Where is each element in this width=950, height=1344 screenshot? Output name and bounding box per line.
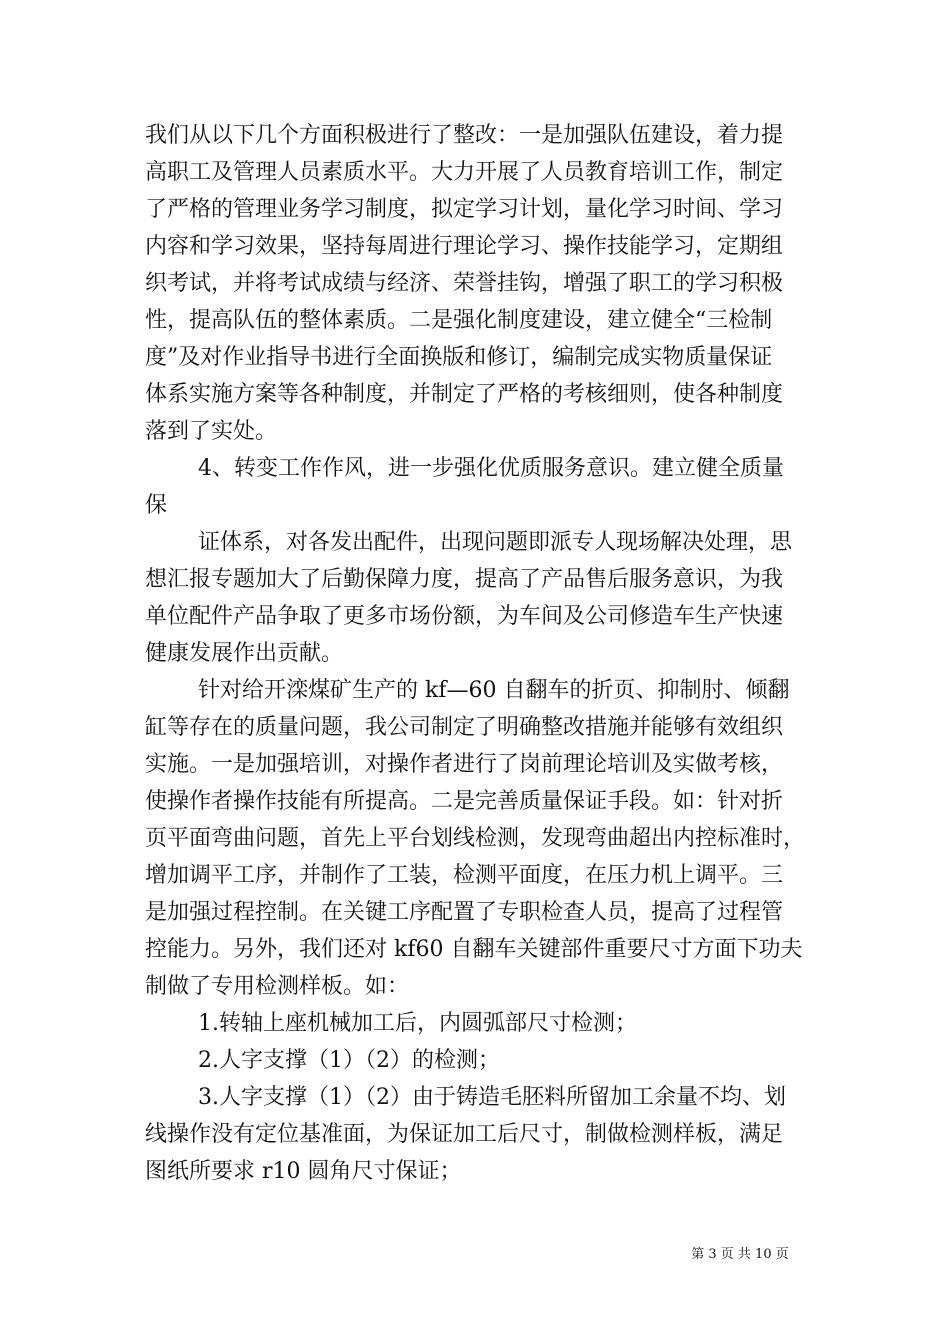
- text-line: 针对给开滦煤矿生产的 kf—60 自翻车的折页、抑制肘、倾翻: [198, 678, 790, 703]
- text-line: 了严格的管理业务学习制度，拟定学习计划，量化学习时间、学习: [145, 197, 784, 222]
- text-line: 证体系，对各发出配件，出现问题即派专人现场解决处理，思: [198, 530, 793, 555]
- text-line: 实施。一是加强培训，对操作者进行了岗前理论培训及实做考核，: [145, 752, 784, 777]
- text-line: 制做了专用检测样板。如：: [145, 974, 410, 999]
- text-line: 高职工及管理人员素质水平。大力开展了人员教育培训工作，制定: [145, 160, 784, 185]
- text-line: 落到了实处。: [145, 419, 278, 444]
- text-line: 织考试，并将考试成绩与经济、荣誉挂钩，增强了职工的学习积极: [145, 271, 784, 296]
- text-line: 线操作没有定位基准面，为保证加工后尺寸，制做检测样板，满足: [145, 1122, 784, 1147]
- text-line: 4、转变工作作风，进一步强化优质服务意识。建立健全质量: [198, 456, 784, 481]
- text-line: 使操作者操作技能有所提高。二是完善质量保证手段。如：针对折: [145, 789, 784, 814]
- text-line: 内容和学习效果，坚持每周进行理论学习、操作技能学习，定期组: [145, 234, 784, 259]
- text-line: 页平面弯曲问题，首先上平台划线检测，发现弯曲超出内控标准时，: [145, 826, 806, 851]
- list-item: 3.人字支撑（1）（2）由于铸造毛胚料所留加工余量不均、划: [198, 1085, 786, 1110]
- text-line: 控能力。另外，我们还对 kf60 自翻车关键部件重要尺寸方面下功夫: [145, 937, 803, 962]
- text-line: 度”及对作业指导书进行全面换版和修订，编制完成实物质量保证: [145, 345, 773, 370]
- text-line: 图纸所要求 r10 圆角尺寸保证；: [145, 1159, 462, 1184]
- text-line: 体系实施方案等各种制度，并制定了严格的考核细则，使各种制度: [145, 382, 784, 407]
- text-line: 增加调平工序，并制作了工装，检测平面度，在压力机上调平。三: [145, 863, 784, 888]
- text-line: 单位配件产品争取了更多市场份额，为车间及公司修造车生产快速: [145, 604, 784, 629]
- text-line: 健康发展作出贡献。: [145, 641, 344, 666]
- text-line: 性，提高队伍的整体素质。二是强化制度建设，建立健全“三检制: [145, 308, 773, 333]
- text-line: 是加强过程控制。在关键工序配置了专职检查人员，提高了过程管: [145, 900, 784, 925]
- page-number-footer: 第 3 页 共 10 页: [691, 1247, 789, 1262]
- list-item: 1.转轴上座机械加工后，内圆弧部尺寸检测；: [198, 1011, 637, 1036]
- list-item: 2.人字支撑（1）（2）的检测；: [198, 1048, 500, 1073]
- text-line: 想汇报专题加大了后勤保障力度，提高了产品售后服务意识，为我: [145, 567, 784, 592]
- text-line: 我们从以下几个方面积极进行了整改：一是加强队伍建设，着力提: [145, 123, 784, 148]
- text-line: 保: [145, 493, 168, 518]
- text-line: 缸等存在的质量问题，我公司制定了明确整改措施并能够有效组织: [145, 715, 784, 740]
